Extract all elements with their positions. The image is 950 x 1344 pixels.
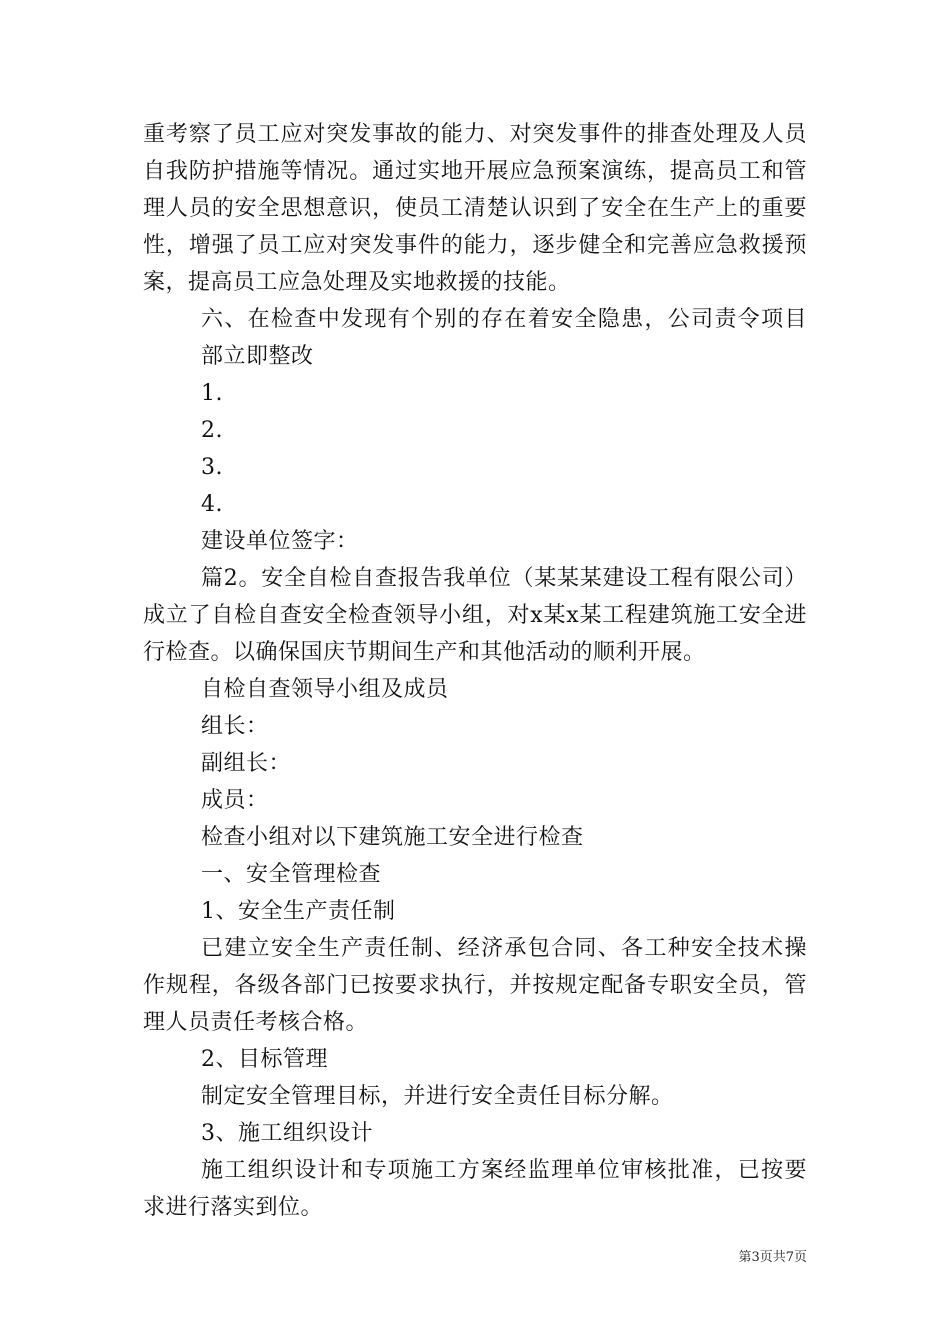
list-item: 2. <box>201 418 223 443</box>
list-item: 1. <box>201 381 223 406</box>
subsection-heading: 2、目标管理 <box>201 1047 328 1072</box>
paragraph: 施工组织设计和专项施工方案经监理单位审核批准，已按要求进行落实到位。 <box>143 1158 807 1220</box>
subsection-heading: 3、施工组织设计 <box>201 1121 373 1146</box>
signature-line: 建设单位签字： <box>201 529 359 554</box>
field-label: 副组长： <box>201 751 292 776</box>
paragraph: 制定安全管理目标，并进行安全责任目标分解。 <box>201 1084 674 1109</box>
list-item: 3. <box>201 455 223 480</box>
section-heading: 自检自查领导小组及成员 <box>201 677 449 702</box>
paragraph: 已建立安全生产责任制、经济承包合同、各工种安全技术操作规程，各级各部门已按要求执行，并按规定配备专职安全员，管理人员责任考核合格。 <box>143 936 807 1035</box>
field-label: 组长： <box>201 714 269 739</box>
paragraph: 篇2。安全自检自查报告我单位（某某某建设工程有限公司）成立了自检自查安全检查领导小组，对x某x某工程建筑施工安全进行检查。以确保国庆节期间生产和其他活动的顺利开展。 <box>143 566 807 665</box>
section-heading: 一、安全管理检查 <box>201 862 382 887</box>
paragraph: 重考察了员工应对突发事故的能力、对突发事件的排查处理及人员自我防护措施等情况。通过实地开展应急预案演练，提高员工和管理人员的安全思想意识，使员工清楚认识到了安全在生产上的重要性，增强了员工应对突发事件的能力，逐步健全和完善应急救援预案，提高员工应急处理及实地救援的技能。 <box>143 122 807 295</box>
field-label: 成员： <box>201 788 269 813</box>
paragraph: 检查小组对以下建筑施工安全进行检查 <box>201 825 584 850</box>
list-item: 4. <box>201 492 223 517</box>
paragraph: 六、在检查中发现有个别的存在着安全隐患，公司责令项目部立即整改 <box>201 307 807 369</box>
page-number: 第3页共7页 <box>738 1250 807 1265</box>
subsection-heading: 1、安全生产责任制 <box>201 899 396 924</box>
document-body <box>143 116 807 1226</box>
